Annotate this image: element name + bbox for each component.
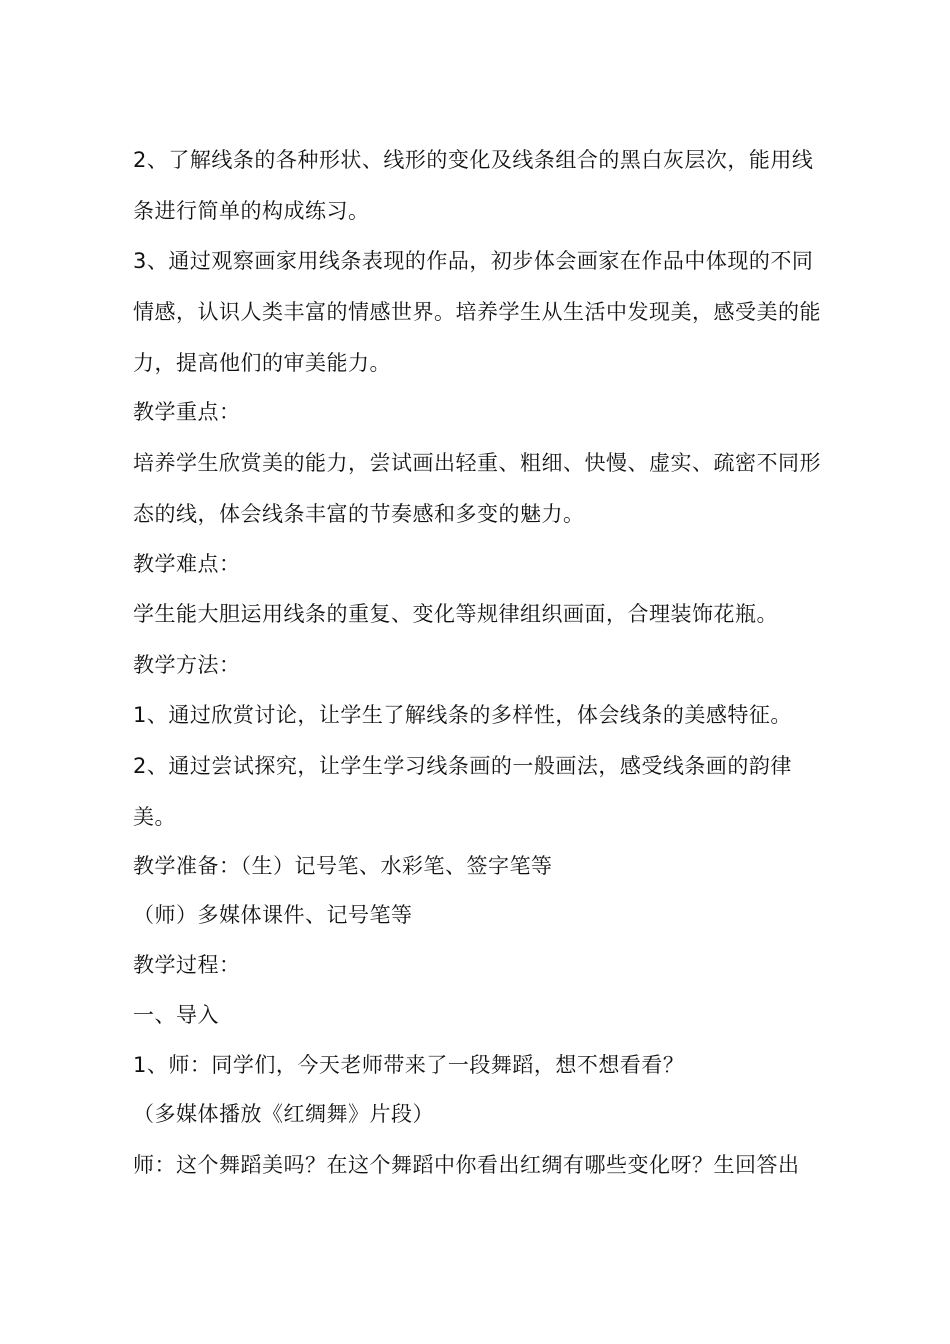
difficulties-text: 学生能大胆运用线条的重复、变化等规律组织画面，合理装饰花瓶。 <box>133 602 778 626</box>
heading-difficulties: 教学难点： <box>133 552 241 576</box>
objective-3: 3、通过观察画家用线条表现的作品，初步体会画家在作品中体现的不同情感，认识人类丰富的情感世界。培养学生从生活中发现美，感受美的能力，提高他们的审美能力。 <box>133 249 821 375</box>
intro-step-1: 1、师：同学们，今天老师带来了一段舞蹈，想不想看看？ <box>133 1053 685 1077</box>
method-1: 1、通过欣赏讨论，让学生了解线条的多样性，体会线条的美感特征。 <box>133 703 792 727</box>
heading-methods: 教学方法： <box>133 653 241 677</box>
section-introduction: 一、导入 <box>133 1003 219 1027</box>
heading-key-points: 教学重点： <box>133 400 241 424</box>
preparation-teacher: （师）多媒体课件、记号笔等 <box>133 903 413 927</box>
objective-2: 2、了解线条的各种形状、线形的变化及线条组合的黑白灰层次，能用线条进行简单的构成练习。 <box>133 148 814 223</box>
intro-teacher-question: 师：这个舞蹈美吗？在这个舞蹈中你看出红绸有哪些变化呀？生回答出 <box>133 1153 800 1177</box>
intro-media-note: （多媒体播放《红绸舞》片段） <box>133 1102 434 1126</box>
preparation-student: 教学准备：（生）记号笔、水彩笔、签字笔等 <box>133 854 553 878</box>
heading-process: 教学过程： <box>133 953 241 977</box>
method-2: 2、通过尝试探究，让学生学习线条画的一般画法，感受线条画的韵律美。 <box>133 754 792 829</box>
key-points-text: 培养学生欣赏美的能力，尝试画出轻重、粗细、快慢、虚实、疏密不同形态的线，体会线条丰富的节奏感和多变的魅力。 <box>133 451 821 526</box>
